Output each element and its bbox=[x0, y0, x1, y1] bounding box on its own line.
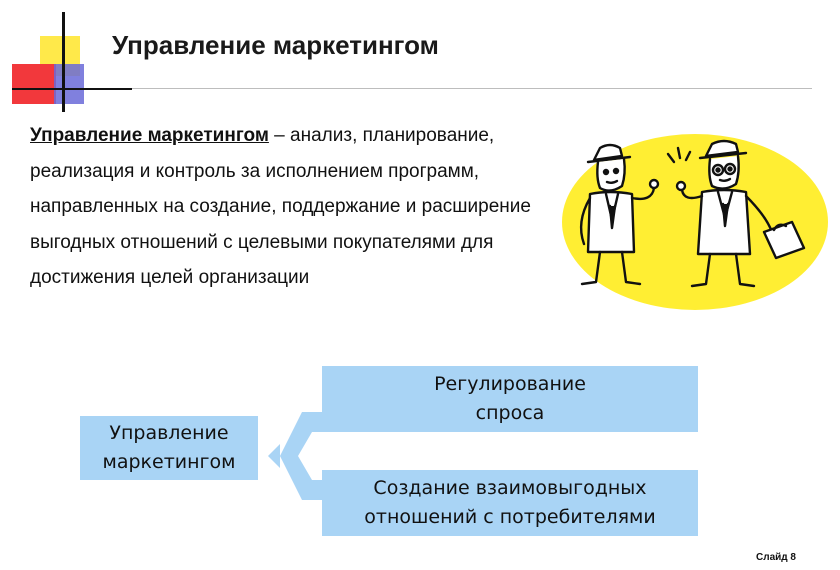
bottom-box-line1: Создание взаимовыгодных bbox=[373, 477, 647, 499]
slide-number: Слайд 8 bbox=[756, 552, 796, 563]
demand-regulation-box bbox=[322, 366, 698, 432]
definition-text: – анализ, планирование, реализация и контроль за исполнением программ, направленных на создание, поддержание и расширение выгодных отношений с целевыми покупателями для достижения целей организации bbox=[30, 125, 531, 288]
title-decoration-red-square bbox=[12, 64, 56, 104]
title-underline-black bbox=[12, 88, 132, 90]
definition-term: Управление маркетингом bbox=[30, 125, 269, 146]
title-decoration-vertical-line bbox=[62, 12, 65, 112]
definition-paragraph bbox=[30, 118, 550, 296]
detectives-illustration bbox=[560, 132, 830, 312]
main-box-line2: маркетингом bbox=[102, 451, 236, 473]
title-underline-gray bbox=[132, 88, 812, 89]
slide-title: Управление маркетингом bbox=[112, 30, 439, 60]
diagram-bracket-connector bbox=[266, 398, 326, 514]
top-box-line2: спроса bbox=[475, 402, 545, 424]
title-decoration-blue-square bbox=[54, 64, 84, 104]
top-box-line1: Регулирование bbox=[434, 373, 586, 395]
mutually-beneficial-relations-box bbox=[322, 470, 698, 536]
main-box-line1: Управление bbox=[109, 422, 229, 444]
marketing-management-box bbox=[80, 416, 258, 480]
bottom-box-line2: отношений с потребителями bbox=[364, 506, 656, 528]
